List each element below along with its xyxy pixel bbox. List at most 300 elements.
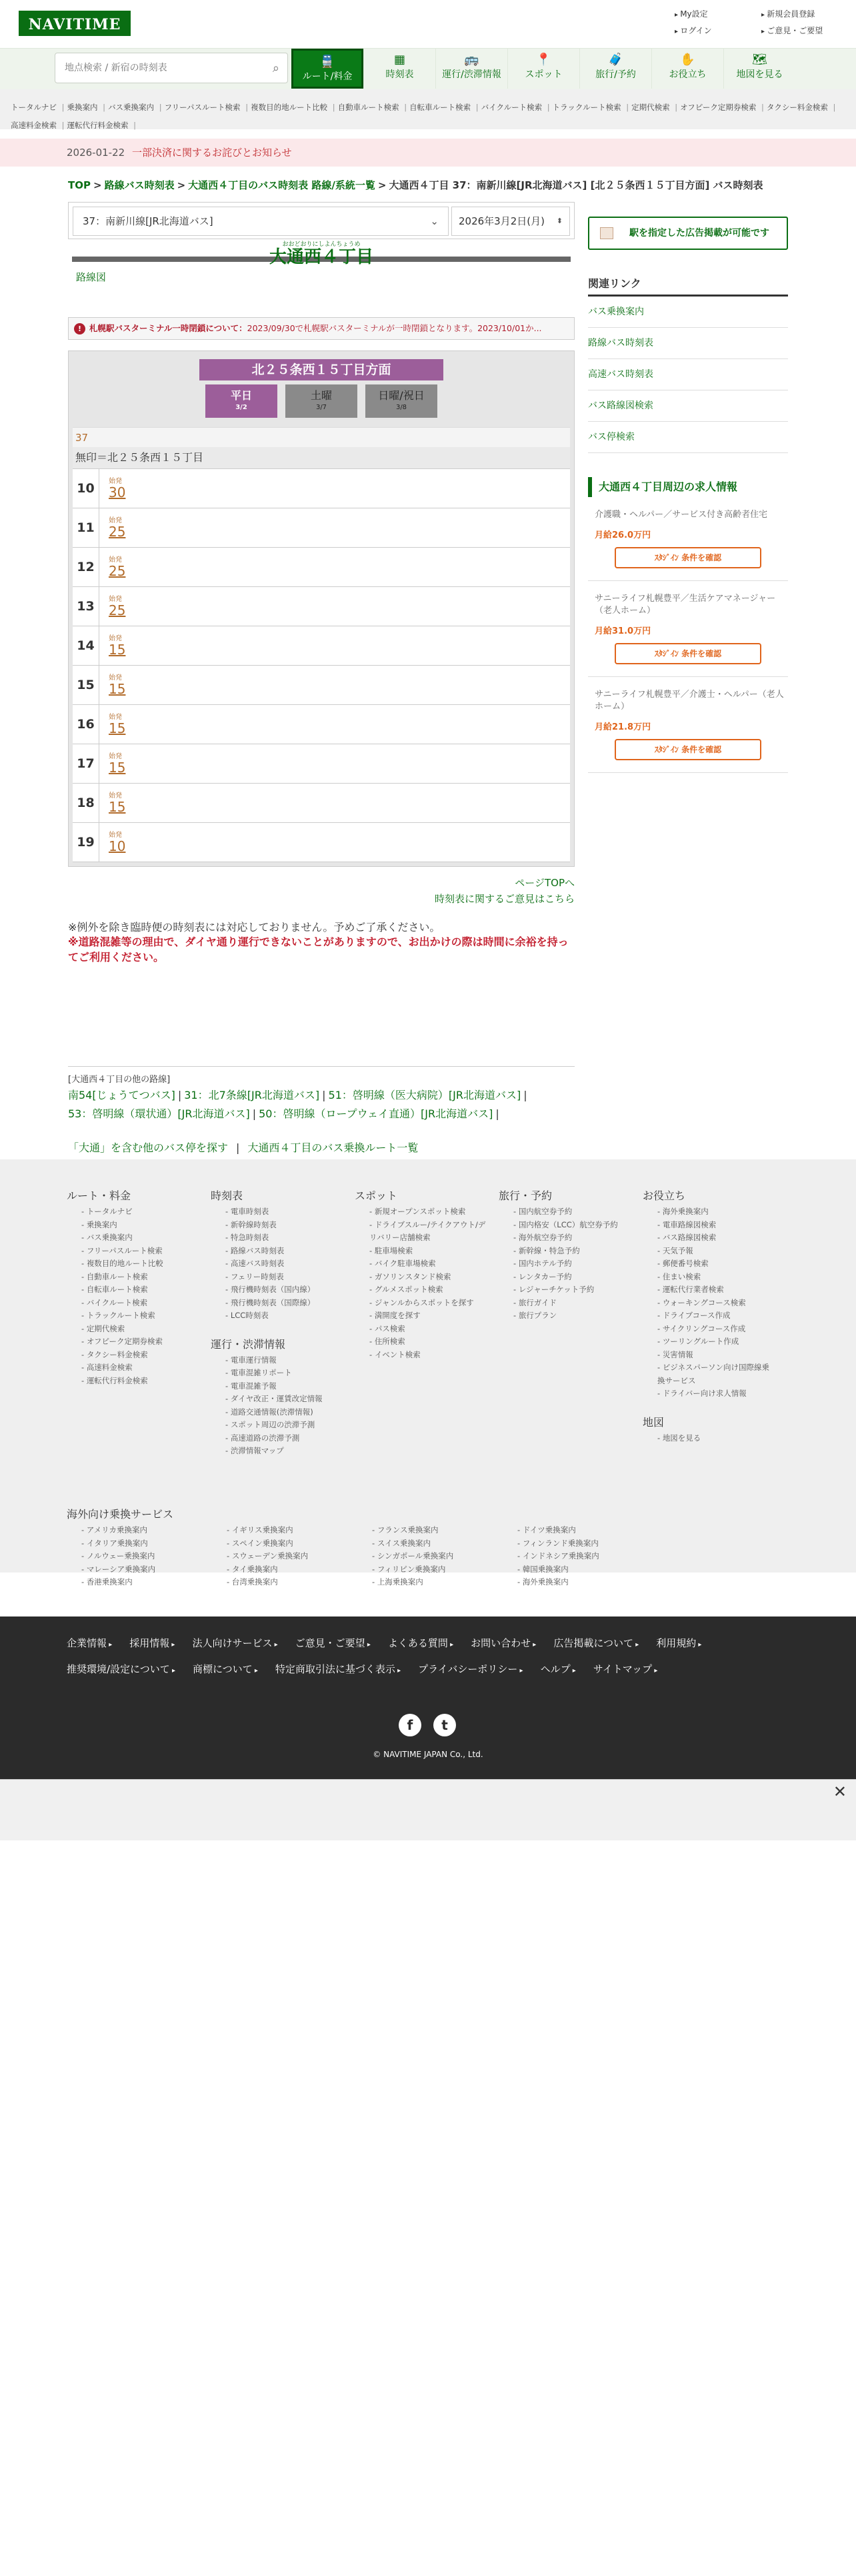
sitemap-link[interactable]: - レジャーチケット予約 <box>499 1283 632 1297</box>
breadcrumb-top[interactable]: TOP <box>68 179 91 191</box>
info-banner-body: 2023/09/30で札幌駅バスターミナルが一時閉鎖となります。2023/10/01か... <box>247 323 542 333</box>
breadcrumb-current: 大通西４丁目 37：南新川線[JR北海道バス] [北２５条西１５丁目方面] バス時刻表 <box>389 179 763 191</box>
sitemap-link[interactable]: - 電車混雑予報 <box>211 1380 344 1393</box>
minute-cell[interactable] <box>99 626 125 665</box>
sitemap-link[interactable]: - 国内格安（LCC）航空券予約 <box>499 1219 632 1232</box>
nav-item-label: お役立ち <box>669 69 707 80</box>
feedback-link[interactable]: ▸ ご意見・ご要望 <box>761 25 841 36</box>
sitemap-link[interactable]: - 電車時刻表 <box>211 1205 344 1219</box>
sitemap-link[interactable]: - 高速バス時刻表 <box>211 1257 344 1271</box>
sitemap-column <box>355 1187 488 1361</box>
minute-cell[interactable] <box>99 587 125 626</box>
hour-row <box>73 666 570 705</box>
breadcrumb-station-lines[interactable]: 大通西４丁目のバス時刻表 路線/系統一覧 <box>188 179 375 191</box>
main-content <box>68 202 575 965</box>
subnav-link[interactable]: フリーパスルート検索 | <box>165 103 249 112</box>
sitemap-link[interactable]: - スポット周辺の渋滞予測 <box>211 1419 344 1432</box>
overseas-link[interactable]: - スイス乗換案内 <box>357 1537 503 1551</box>
departure-kind: 始発 <box>109 792 122 800</box>
departure-kind: 始発 <box>109 635 122 642</box>
hour-row <box>73 508 570 548</box>
top-bar <box>0 0 856 48</box>
subnav-link[interactable]: トータルナビ | <box>11 103 65 112</box>
sitemap-link[interactable]: - 飛行機時刻表（国際線） <box>211 1297 344 1310</box>
overseas-link[interactable]: - フィンランド乗換案内 <box>503 1537 648 1551</box>
search-input[interactable] <box>55 53 255 83</box>
related-link[interactable]: バス路線図検索 <box>588 390 788 422</box>
tab-saturday-date: 3/7 <box>315 404 327 411</box>
related-link[interactable]: 高速バス時刻表 <box>588 359 788 390</box>
minute-cell[interactable] <box>99 784 125 822</box>
job-item <box>588 497 788 581</box>
job-brand: ｽﾀｼﾞｲﾝ <box>654 553 682 562</box>
related-links <box>588 297 788 453</box>
departure-kind: 始発 <box>109 596 122 603</box>
job-detail-button[interactable] <box>615 547 761 568</box>
job-pay: 月給21.8万円 <box>595 722 651 732</box>
hour-row <box>73 626 570 666</box>
job-title[interactable]: サニーライフ札幌豊平／介護士・ヘルパー（老人ホーム） <box>595 690 784 712</box>
minute-cell[interactable] <box>99 508 125 547</box>
overseas-link[interactable]: - 韓国乗換案内 <box>503 1563 648 1577</box>
overseas-link[interactable]: - スペイン乗換案内 <box>212 1537 357 1551</box>
other-line-link[interactable]: 31：北7条線[JR北海道バス] <box>184 1089 320 1101</box>
sitemap-link[interactable]: - 電車運行情報 <box>211 1354 344 1367</box>
footer-link[interactable]: 広告掲載について ▸ <box>553 1637 639 1649</box>
sitemap-link[interactable]: - ジャンルからスポットを探す <box>355 1297 488 1310</box>
departure-kind: 始発 <box>109 517 122 524</box>
sitemap-link[interactable]: - 海外航空券予約 <box>499 1231 632 1245</box>
info-banner-title: 札幌駅バスターミナル一時閉鎖について： <box>89 323 247 333</box>
subnav-link[interactable]: バイクルート検索 | <box>481 103 550 112</box>
sitemap-link[interactable]: - バス路線図検索 <box>643 1231 776 1245</box>
sitemap-link[interactable]: - パス検索 <box>355 1323 488 1336</box>
sitemap-link[interactable]: - トラックルート検索 <box>67 1309 200 1323</box>
hour-cell: 16 <box>73 705 99 744</box>
hour-cell: 15 <box>73 666 99 704</box>
sitemap-link[interactable]: - ウォーキングコース検索 <box>643 1297 776 1310</box>
sitemap <box>0 1159 856 1587</box>
social-links <box>399 1714 456 1736</box>
sitemap-link[interactable]: - バイクルート検索 <box>67 1297 200 1310</box>
sitemap-column <box>643 1187 776 1445</box>
sitemap-link[interactable]: - 駐車場検索 <box>355 1245 488 1258</box>
subnav-link[interactable]: 運転代行料金検索 | <box>67 121 137 130</box>
sitemap-column <box>499 1187 632 1323</box>
job-pay: 月給26.0万円 <box>595 530 651 540</box>
notice-date: 2026-01-22 <box>67 147 125 159</box>
hour-row <box>73 469 570 508</box>
hour-cell: 11 <box>73 508 99 547</box>
related-link[interactable]: バス乗換案内 <box>588 297 788 328</box>
subnav-link[interactable]: バス乗換案内 | <box>108 103 162 112</box>
info-banner[interactable] <box>68 317 575 340</box>
departure-minute[interactable]: 15 <box>109 799 126 815</box>
job-item <box>588 581 788 677</box>
sitemap-link[interactable]: - 乗換案内 <box>67 1219 200 1232</box>
my-settings-link[interactable]: ▸ My設定 <box>675 8 761 19</box>
ad-placement-button[interactable] <box>588 217 788 250</box>
subnav-link[interactable]: 自転車ルート検索 | <box>409 103 479 112</box>
minute-cell[interactable] <box>99 548 125 586</box>
departure-kind: 始発 <box>109 556 122 564</box>
sitemap-link[interactable]: - 道路交通情報(渋滞情報) <box>211 1406 344 1419</box>
suitcase-icon: 🧳 <box>608 53 623 67</box>
footer-link[interactable]: ご意見・ご要望 ▸ <box>295 1637 371 1649</box>
overseas-link[interactable]: - フィリピン乗換案内 <box>357 1563 503 1577</box>
sitemap-link[interactable]: - 飛行機時刻表（国内線） <box>211 1283 344 1297</box>
nav-item[interactable] <box>363 49 435 89</box>
search-box[interactable] <box>55 53 288 83</box>
sitemap-link[interactable]: - 運転代行料金検索 <box>67 1375 200 1388</box>
hand-icon: ✋ <box>680 53 695 67</box>
sitemap-link[interactable]: - 路線バス時刻表 <box>211 1245 344 1258</box>
sitemap-link[interactable]: - ドライバー向け求人情報 <box>643 1387 776 1401</box>
overseas-link[interactable]: - シンガポール乗換案内 <box>357 1550 503 1563</box>
hour-row <box>73 744 570 784</box>
sitemap-link[interactable]: - ガソリンスタンド検索 <box>355 1271 488 1284</box>
sitemap-link[interactable]: - 国内航空券予約 <box>499 1205 632 1219</box>
sitemap-link[interactable]: - 災害情報 <box>643 1349 776 1362</box>
day-tabs <box>73 384 570 418</box>
search-icon[interactable]: ⌕ <box>272 61 279 75</box>
footer-link[interactable]: 推奨環境/設定について ▸ <box>67 1663 175 1675</box>
sitemap-link[interactable]: - ドライブコース作成 <box>643 1309 776 1323</box>
job-item <box>588 677 788 773</box>
departure-kind: 始発 <box>109 478 122 485</box>
sitemap-link[interactable]: - バイク駐車場検索 <box>355 1257 488 1271</box>
route-map-link[interactable]: 路線図 <box>76 271 107 283</box>
hour-row <box>73 705 570 744</box>
chevron-down-icon: ⌄ <box>430 215 439 227</box>
selector-row <box>68 202 575 239</box>
tab-saturday[interactable] <box>285 384 357 418</box>
sitemap-link[interactable]: - ドライブスルー/テイクアウト/デリバリー店舗検索 <box>355 1219 488 1245</box>
job-detail-button[interactable] <box>615 739 761 760</box>
sitemap-heading[interactable]: 旅行・予約 <box>499 1189 553 1202</box>
sitemap-link[interactable]: - サイクリングコース作成 <box>643 1323 776 1336</box>
job-title[interactable]: 介護職・ヘルパー／サービス付き高齢者住宅 <box>595 510 768 520</box>
nav-item[interactable] <box>651 49 723 89</box>
train-icon: 🚆 <box>319 55 335 69</box>
overseas-link[interactable]: - 香港乗換案内 <box>67 1576 212 1589</box>
minute-cell[interactable] <box>99 823 125 862</box>
sitemap-heading[interactable]: スポット <box>355 1189 398 1202</box>
overseas-link[interactable]: - インドネシア乗換案内 <box>503 1550 648 1563</box>
hour-cell: 10 <box>73 469 99 508</box>
departure-minute[interactable]: 25 <box>109 602 126 618</box>
hour-cell: 13 <box>73 587 99 626</box>
sitemap-link[interactable]: - 旅行プラン <box>499 1309 632 1323</box>
nav-item-label: スポット <box>525 69 563 80</box>
sitemap-link[interactable]: - ビジネスパーソン向け国際線乗換サービス <box>643 1361 776 1387</box>
map-icon: 🗺 <box>752 53 767 67</box>
nav-items <box>291 49 795 89</box>
footer-link[interactable]: 法人向けサービス ▸ <box>192 1637 277 1649</box>
sitemap-link[interactable]: - フェリー時刻表 <box>211 1271 344 1284</box>
related-link[interactable]: 路線バス時刻表 <box>588 328 788 359</box>
job-brand: ｽﾀｼﾞｲﾝ <box>654 649 682 658</box>
sitemap-heading[interactable]: お役立ち <box>643 1189 686 1202</box>
footer-link[interactable]: よくある質問 ▸ <box>388 1637 453 1649</box>
sitemap-heading[interactable]: 時刻表 <box>211 1189 243 1202</box>
job-button-label: 条件を確認 <box>681 553 722 562</box>
footer-link[interactable]: プライバシーポリシー ▸ <box>418 1663 523 1675</box>
overseas-link[interactable]: - 台湾乗換案内 <box>212 1576 357 1589</box>
overseas-link[interactable]: - アメリカ乗換案内 <box>67 1524 212 1537</box>
other-line-link[interactable]: 南54[じょうてつバス] <box>68 1089 175 1101</box>
other-lines-list: 南54[じょうてつバス] | 31：北7条線[JR北海道バス] | 51：啓明線（医大病院）[JR北海道バス] | 53：啓明線（環状通）[JR北海道バス] | 50：啓明線（ロープウェイ直通）[JR北海道バス] | <box>68 1089 527 1120</box>
overseas-link[interactable]: - イギリス乗換案内 <box>212 1524 357 1537</box>
overseas-link[interactable]: - フランス乗換案内 <box>357 1524 503 1537</box>
notice-bar[interactable] <box>0 139 856 167</box>
ad-bar <box>0 1779 856 1840</box>
hour-row <box>73 823 570 862</box>
nav-item-label: 運行/渋滞情報 <box>442 69 501 80</box>
sitemap-link[interactable]: - LCC時刻表 <box>211 1309 344 1323</box>
jobs-title: 大通西４丁目周辺の求人情報 <box>588 477 788 497</box>
traffic-icon: 🚌 <box>464 53 479 67</box>
tab-sunday-holiday[interactable] <box>365 384 437 418</box>
sidebar <box>588 217 788 773</box>
copyright: © NAVITIME JAPAN Co., Ltd. <box>373 1750 483 1759</box>
sitemap-link[interactable]: - グルメスポット検索 <box>355 1283 488 1297</box>
page-top-link[interactable]: ページTOPへ <box>515 877 575 889</box>
nav-item[interactable] <box>507 49 579 89</box>
nav-item[interactable] <box>291 49 363 89</box>
sitemap-link[interactable]: - 電車路線図検索 <box>643 1219 776 1232</box>
nav-item[interactable] <box>579 49 651 89</box>
sitemap-column <box>67 1187 200 1387</box>
sitemap-link[interactable]: - 郵便番号検索 <box>643 1257 776 1271</box>
sitemap-link[interactable]: - 新規オープンスポット検索 <box>355 1205 488 1219</box>
overseas-link[interactable]: - 海外乗換案内 <box>503 1576 648 1589</box>
notice-text[interactable]: 一部決済に関するお詫びとお知らせ <box>131 147 292 159</box>
departure-kind: 始発 <box>109 832 122 839</box>
subnav-link[interactable]: オフピーク定期券検索 | <box>680 103 764 112</box>
footer-link[interactable]: 商標について ▸ <box>193 1663 258 1675</box>
footer-link[interactable]: サイトマップ ▸ <box>593 1663 658 1675</box>
overseas-link[interactable]: - イタリア乗換案内 <box>67 1537 212 1551</box>
sitemap-link[interactable]: - 旅行ガイド <box>499 1297 632 1310</box>
nav-item-label: ルート/料金 <box>302 71 353 82</box>
departure-minute[interactable]: 25 <box>109 524 126 540</box>
job-pay: 月給31.0万円 <box>595 626 651 636</box>
other-line-link[interactable]: 50：啓明線（ロープウェイ直通）[JR北海道バス] <box>259 1107 493 1120</box>
sitemap-link[interactable]: - レンタカー予約 <box>499 1271 632 1284</box>
subnav-link[interactable]: 定期代検索 | <box>631 103 677 112</box>
sitemap-link[interactable]: - バス乗換案内 <box>67 1231 200 1245</box>
overseas-link[interactable]: - ノルウェー乗換案内 <box>67 1550 212 1563</box>
sitemap-link[interactable]: - トータルナビ <box>67 1205 200 1219</box>
register-link[interactable]: ▸ 新規会員登録 <box>761 8 841 19</box>
sitemap-link[interactable]: - 国内ホテル予約 <box>499 1257 632 1271</box>
job-list <box>588 497 788 773</box>
station-ruby: おおどおりにしよんちょうめ <box>282 241 361 248</box>
departure-minute[interactable]: 10 <box>109 838 126 854</box>
date-select[interactable] <box>451 207 570 236</box>
exclamation-icon: ! <box>74 323 85 334</box>
footer-link[interactable]: 利用規約 ▸ <box>656 1637 701 1649</box>
footer-link[interactable]: ヘルプ ▸ <box>541 1663 576 1675</box>
sitemap-heading[interactable]: 運行・渋滞情報 <box>211 1337 286 1351</box>
sitemap-link[interactable]: - ダイヤ改正・運賃改定情報 <box>211 1393 344 1406</box>
subnav-link[interactable]: トラックルート検索 | <box>553 103 629 112</box>
sitemap-link[interactable]: - イベント検索 <box>355 1349 488 1362</box>
footer-link[interactable]: お問い合わせ ▸ <box>471 1637 536 1649</box>
footer-link[interactable]: 企業情報 ▸ <box>67 1637 112 1649</box>
sitemap-link[interactable]: - 満開度を探す <box>355 1309 488 1323</box>
related-links-title: 関連リンク <box>588 275 788 297</box>
hour-cell: 19 <box>73 823 99 862</box>
sitemap-link[interactable]: - 地図を見る <box>643 1432 776 1445</box>
sitemap-heading[interactable]: ルート・料金 <box>67 1189 131 1202</box>
tab-weekday[interactable] <box>205 384 277 418</box>
minute-cell[interactable] <box>99 469 125 508</box>
sitemap-link[interactable]: - 天気予報 <box>643 1245 776 1258</box>
sitemap-link[interactable]: - タクシー料金検索 <box>67 1349 200 1362</box>
footer-links <box>67 1631 747 1683</box>
bottom-links: 「大通」を含む他のバス停を探す | 大通西４丁目のバス乗換ルート一覧 <box>68 1141 419 1154</box>
main-nav <box>0 48 856 89</box>
line-select[interactable] <box>73 207 449 236</box>
timetable <box>68 350 575 867</box>
line-select-value: 37：南新川線[JR北海道バス] <box>83 215 213 227</box>
nav-item-label: 地図を見る <box>736 69 783 80</box>
pin-icon: 📍 <box>536 53 551 67</box>
close-icon[interactable]: ✕ <box>833 1782 847 1801</box>
subnav-link[interactable]: 複数目的地ルート比較 | <box>251 103 335 112</box>
up-down-arrows-icon: ⬍ <box>556 217 563 225</box>
legend-row: 37 <box>73 427 570 447</box>
destination-row: 無印＝北２５条西１５丁目 <box>73 447 570 468</box>
remark-note: ※例外を除き臨時便の時刻表には対応しておりません。予めご了承ください。 <box>68 921 441 934</box>
station-name: 大通西４丁目 <box>269 247 373 267</box>
tab-saturday-label: 土曜 <box>310 389 332 402</box>
minute-cell[interactable] <box>99 666 125 704</box>
sitemap-link[interactable]: - 電車混雑リポート <box>211 1367 344 1380</box>
nav-item-label: 旅行/予約 <box>595 69 636 80</box>
hour-row <box>73 548 570 587</box>
minute-cell[interactable] <box>99 744 125 783</box>
departure-minute[interactable]: 25 <box>109 563 126 579</box>
facebook-icon[interactable]: f <box>399 1714 421 1736</box>
route-list-link[interactable]: 大通西４丁目のバス乗換ルート一覧 <box>247 1141 419 1154</box>
sitemap-link[interactable]: - 自転車ルート検索 <box>67 1283 200 1297</box>
page-links <box>68 875 575 907</box>
departure-kind: 始発 <box>109 753 122 760</box>
related-link[interactable]: バス停検索 <box>588 422 788 453</box>
station-header <box>72 239 571 267</box>
departure-kind: 始発 <box>109 674 122 682</box>
other-line-link[interactable]: 53：啓明線（環状通）[JR北海道バス] <box>68 1107 250 1120</box>
minute-cell[interactable] <box>99 705 125 744</box>
tab-weekday-label: 平日 <box>230 389 252 402</box>
departure-minute[interactable]: 15 <box>109 681 126 697</box>
other-lines <box>68 1066 575 1155</box>
timetable-icon: ▦ <box>393 53 405 67</box>
ad-icon <box>600 227 613 239</box>
subnav-link[interactable]: 高速料金検索 | <box>11 121 65 130</box>
footer-link[interactable]: 特定商取引法に基づく表示 ▸ <box>275 1663 401 1675</box>
search-other-stops-link[interactable]: 「大通」を含む他のバス停を探す <box>68 1141 229 1154</box>
nav-item[interactable] <box>723 49 795 89</box>
subnav-link[interactable]: 乗換案内 | <box>67 103 106 112</box>
footer <box>0 1616 856 1779</box>
job-button-label: 条件を確認 <box>681 745 722 754</box>
sitemap-link[interactable]: - 複数目的地ルート比較 <box>67 1257 200 1271</box>
sitemap-link[interactable]: - 海外乗換案内 <box>643 1205 776 1219</box>
job-button-label: 条件を確認 <box>681 649 722 658</box>
timetable-feedback-link[interactable]: 時刻表に関するご意見はこちら <box>434 893 575 905</box>
nav-item[interactable] <box>435 49 507 89</box>
sitemap-link[interactable]: - 新幹線時刻表 <box>211 1219 344 1232</box>
nav-item-label: 時刻表 <box>385 69 414 80</box>
sitemap-link[interactable]: - 新幹線・特急予約 <box>499 1245 632 1258</box>
sitemap-link[interactable]: - 高速道路の渋滞予測 <box>211 1432 344 1445</box>
top-links <box>675 8 841 36</box>
departure-minute[interactable]: 15 <box>109 642 126 658</box>
departure-kind: 始発 <box>109 714 122 721</box>
tab-sunday-date: 3/8 <box>395 404 407 411</box>
sitemap-link[interactable]: - オフピーク定期券検索 <box>67 1335 200 1349</box>
navitime-logo[interactable]: NAVITIME <box>19 11 131 36</box>
overseas-link[interactable]: - タイ乗換案内 <box>212 1563 357 1577</box>
other-line-link[interactable]: 51：啓明線（医大病院）[JR北海道バス] <box>328 1089 521 1101</box>
footer-link[interactable]: 採用情報 ▸ <box>129 1637 175 1649</box>
subnav-link[interactable]: タクシー料金検索 | <box>767 103 836 112</box>
hour-cell: 14 <box>73 626 99 665</box>
hour-cell: 17 <box>73 744 99 783</box>
sitemap-link[interactable]: - フリーパスルート検索 <box>67 1245 200 1258</box>
overseas-section <box>67 1506 800 1589</box>
sitemap-link[interactable]: - 渋滞情報マップ <box>211 1445 344 1458</box>
hour-table <box>73 468 570 862</box>
sitemap-link[interactable]: - 住所検索 <box>355 1335 488 1349</box>
sitemap-link[interactable]: - 住まい検索 <box>643 1271 776 1284</box>
departure-minute[interactable]: 15 <box>109 720 126 736</box>
job-title[interactable]: サニーライフ札幌豊平／生活ケアマネージャー（老人ホーム） <box>595 594 776 616</box>
overseas-title: 海外向け乗換サービス <box>67 1508 174 1521</box>
sub-nav <box>0 89 856 129</box>
sitemap-link[interactable]: - 運転代行業者検索 <box>643 1283 776 1297</box>
tab-weekday-date: 3/2 <box>235 404 247 411</box>
direction-label: 北２５条西１５丁目方面 <box>199 359 443 380</box>
overseas-link[interactable]: - ドイツ乗換案内 <box>503 1524 648 1537</box>
other-lines-caption: [大通西４丁目の他の路線] <box>68 1075 171 1085</box>
overseas-link[interactable]: - スウェーデン乗換案内 <box>212 1550 357 1563</box>
sitemap-link[interactable]: - 特急時刻表 <box>211 1231 344 1245</box>
overseas-link[interactable]: - マレーシア乗換案内 <box>67 1563 212 1577</box>
remark-warning: ※道路混雑等の理由で、ダイヤ通り運行できないことがありますので、お出かけの際は時間に余裕を持ってご利用ください。 <box>68 936 569 964</box>
departure-minute[interactable]: 15 <box>109 760 126 776</box>
job-detail-button[interactable] <box>615 643 761 664</box>
sitemap-link[interactable]: - 自動車ルート検索 <box>67 1271 200 1284</box>
login-link[interactable]: ▸ ログイン <box>675 25 761 36</box>
breadcrumb-bus-timetable[interactable]: 路線バス時刻表 <box>104 179 175 191</box>
sitemap-link[interactable]: - 高速料金検索 <box>67 1361 200 1375</box>
subnav-link[interactable]: 自動車ルート検索 | <box>338 103 407 112</box>
sitemap-column <box>211 1187 344 1458</box>
departure-minute[interactable]: 30 <box>109 484 126 500</box>
hour-row <box>73 784 570 823</box>
sitemap-link[interactable]: - ツーリングルート作成 <box>643 1335 776 1349</box>
sitemap-link[interactable]: - 定期代検索 <box>67 1323 200 1336</box>
overseas-link[interactable]: - 上海乗換案内 <box>357 1576 503 1589</box>
sitemap-heading[interactable]: 地図 <box>643 1415 665 1429</box>
date-select-value: 2026年3月2日(月) <box>459 215 545 227</box>
twitter-icon[interactable]: t <box>433 1714 456 1736</box>
